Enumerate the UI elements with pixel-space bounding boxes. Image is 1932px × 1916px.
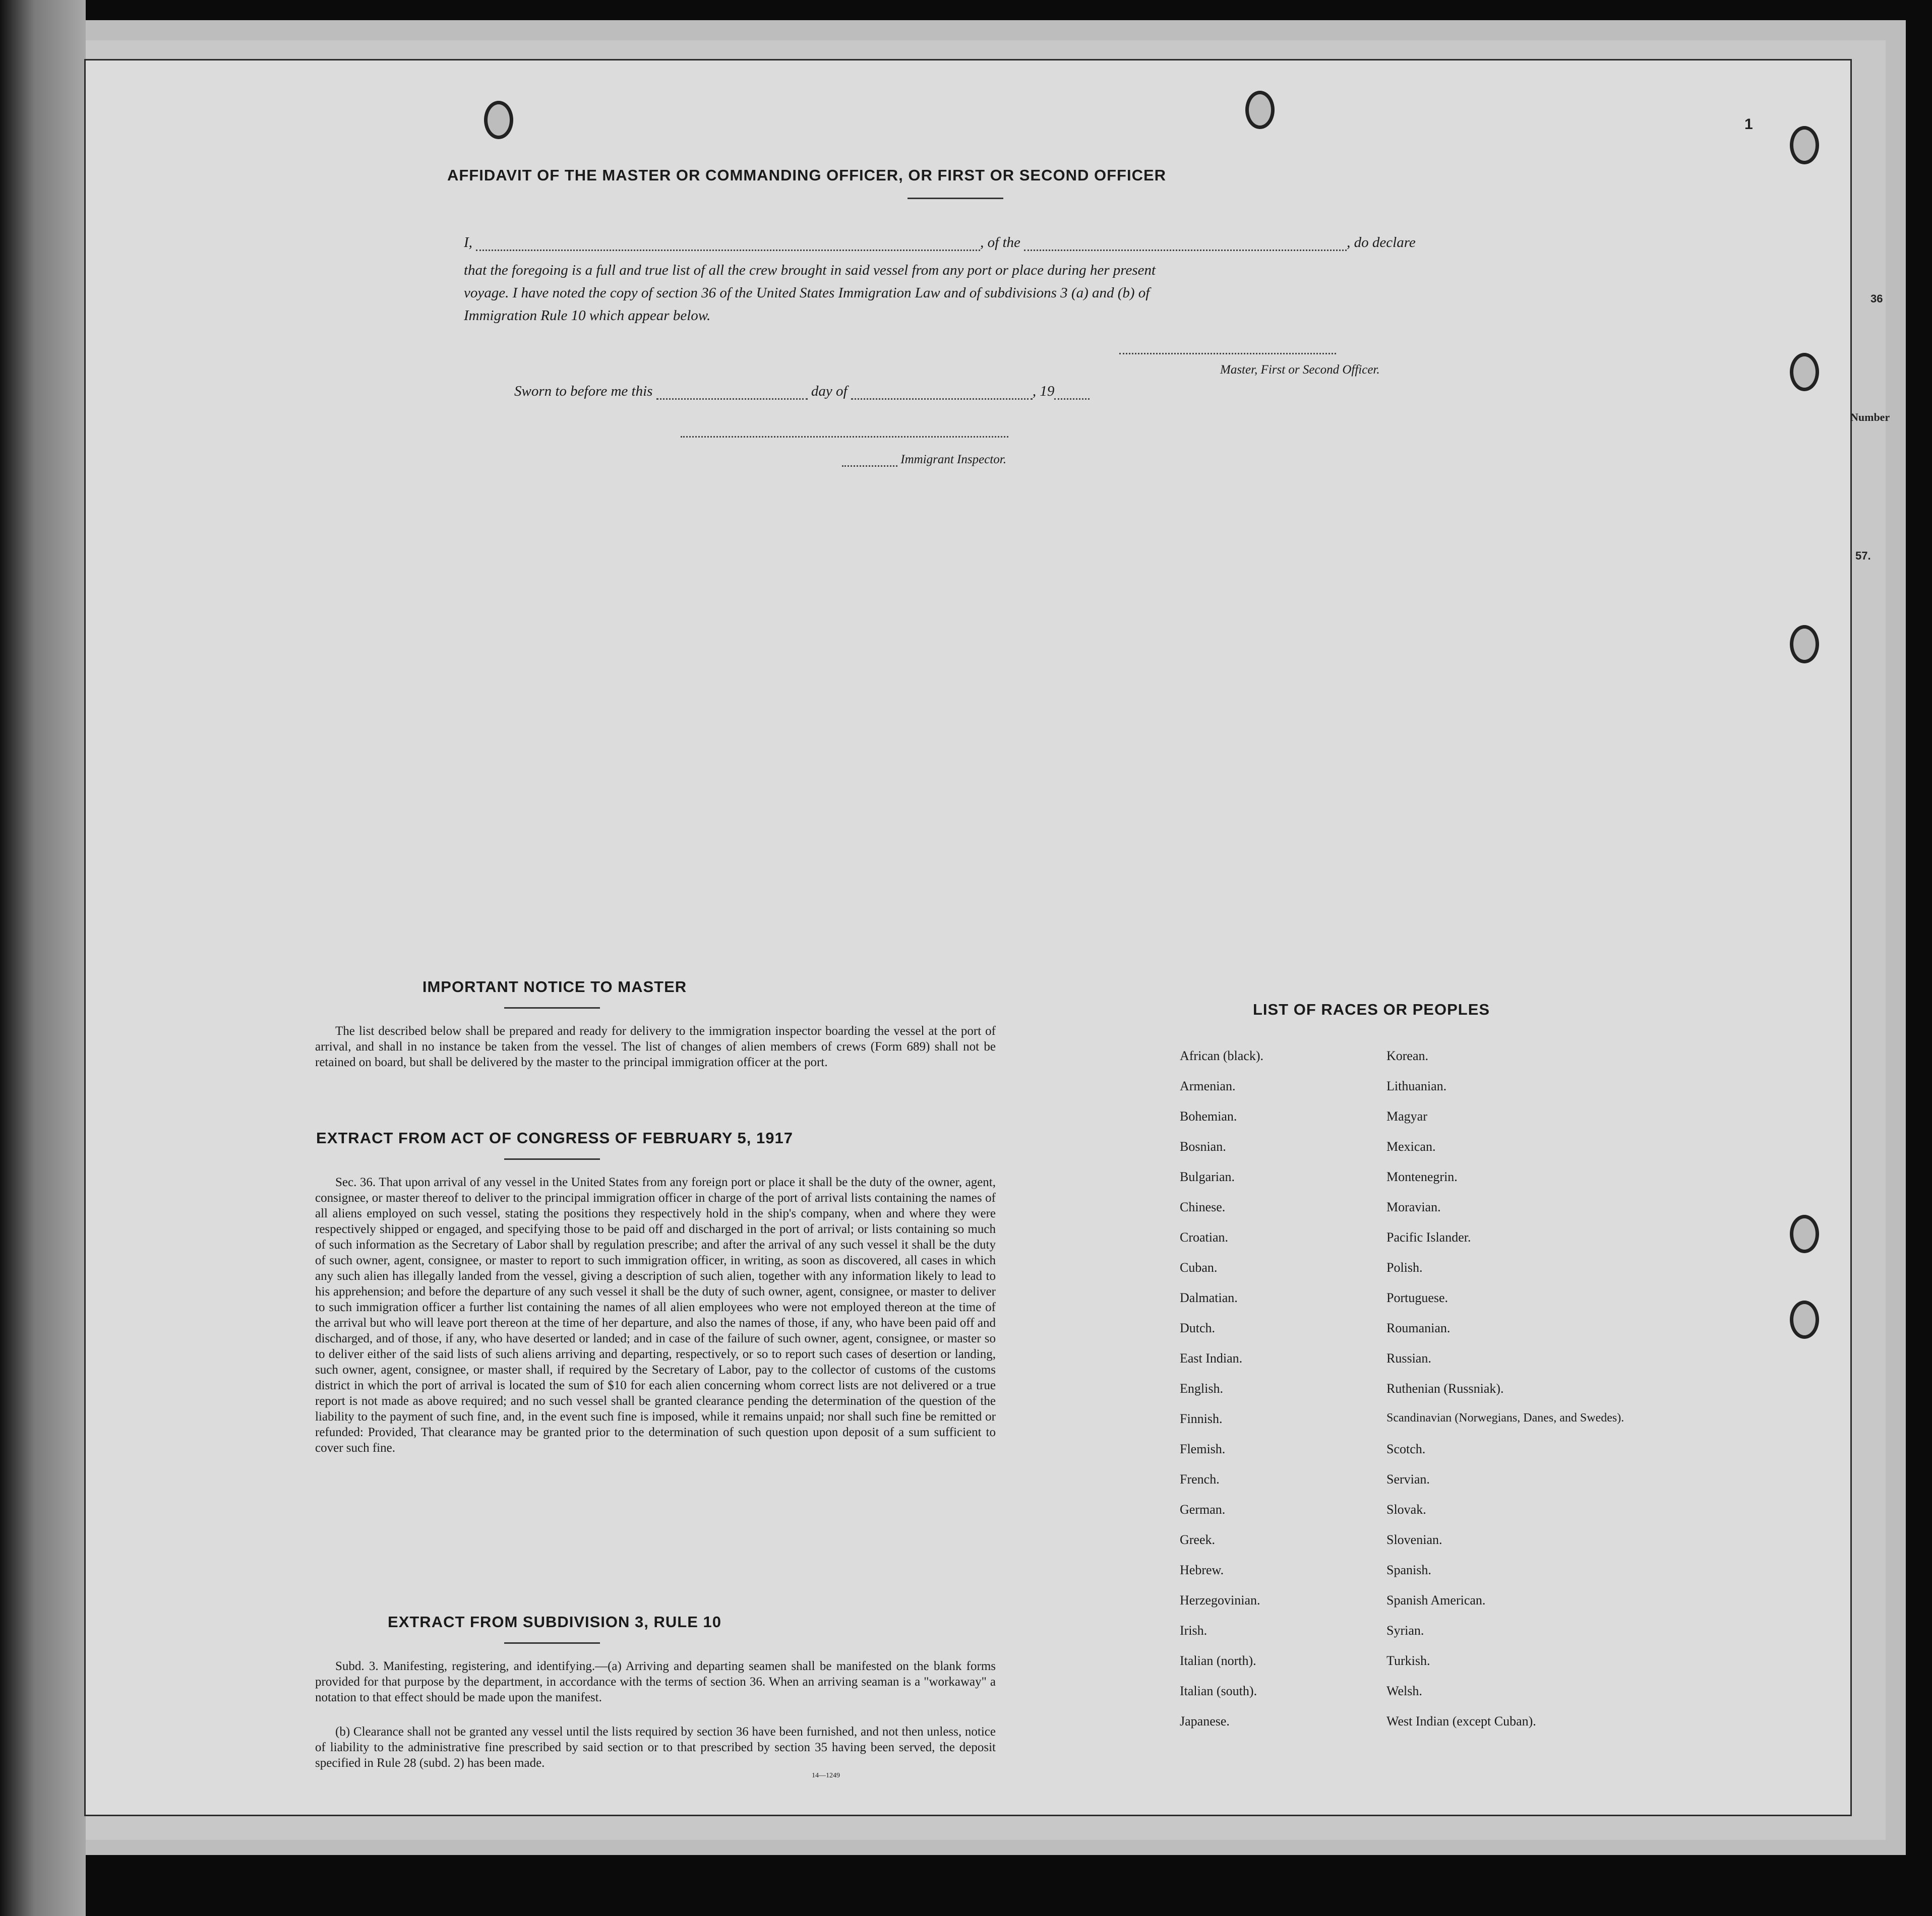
notice-divider [504, 1007, 600, 1009]
race-item: Bulgarian. [1180, 1169, 1235, 1184]
sworn-day-field[interactable] [656, 383, 808, 400]
punch-hole [1790, 353, 1819, 391]
race-item: Welsh. [1386, 1684, 1422, 1698]
race-item: Slovak. [1386, 1502, 1426, 1517]
race-item: Magyar [1386, 1109, 1427, 1124]
race-item: Spanish. [1386, 1563, 1431, 1577]
races-title: LIST OF RACES OR PEOPLES [1252, 1001, 1490, 1018]
sworn-year-field[interactable] [1054, 383, 1090, 400]
punch-hole [1245, 91, 1275, 129]
race-item: English. [1180, 1381, 1223, 1396]
race-item: German. [1180, 1502, 1226, 1517]
extract-act-title: EXTRACT FROM ACT OF CONGRESS OF FEBRUARY 5, 1917 [316, 1129, 793, 1147]
race-item: Slovenian. [1386, 1532, 1442, 1547]
margin-mark-number: Number [1850, 411, 1890, 423]
affidavit-body-line-2: voyage. I have noted the copy of section 36 of the United States Immigration Law and of subdivisions 3 (a) and (b) of [464, 285, 1150, 301]
race-item: Turkish. [1386, 1653, 1430, 1668]
race-item: Moravian. [1386, 1200, 1441, 1214]
race-item: West Indian (except Cuban). [1386, 1714, 1536, 1728]
race-item: Bohemian. [1180, 1109, 1237, 1124]
race-item: Cuban. [1180, 1260, 1218, 1275]
race-item: Flemish. [1180, 1442, 1226, 1456]
race-item: Scandinavian (Norwegians, Danes, and Swedes). [1386, 1411, 1624, 1425]
do-declare-label: , do declare [1347, 234, 1416, 251]
form-number: 14—1249 [812, 1772, 840, 1779]
race-item: Ruthenian (Russniak). [1386, 1381, 1504, 1396]
race-item: Dutch. [1180, 1321, 1216, 1335]
master-signature-line[interactable] [1119, 353, 1336, 354]
of-the-label: , of the [980, 234, 1020, 251]
affidavit-declaration-line [464, 234, 1523, 251]
race-item: Scotch. [1386, 1442, 1426, 1456]
race-item: Irish. [1180, 1623, 1208, 1638]
races-column-1 [1180, 1048, 1371, 1744]
race-item: Montenegrin. [1386, 1169, 1458, 1184]
left-edge-strip [0, 0, 86, 1916]
punch-hole [1790, 126, 1819, 164]
affidavit-body-line-3: Immigration Rule 10 which appear below. [464, 307, 711, 324]
inspector-text: Immigrant Inspector. [900, 453, 1006, 466]
extract-rule-text-b: (b) Clearance shall not be granted any vessel until the lists required by section 36 have been furnished, and not then unless, notice of liability to the administrative fine prescribed by said section or to that prescribed by section 35 having been served, the deposit specified in Rule 28 (subd. 2) has been made. [315, 1725, 996, 1770]
extract-rule-title: EXTRACT FROM SUBDIVISION 3, RULE 10 [388, 1613, 721, 1631]
affidavit-title: AFFIDAVIT OF THE MASTER OR COMMANDING OFFICER, OR FIRST OR SECOND OFFICER [447, 166, 1167, 184]
year-label: , 19 [1032, 383, 1055, 399]
vessel-field[interactable] [1024, 234, 1347, 251]
race-item: Bosnian. [1180, 1139, 1226, 1154]
race-item: Japanese. [1180, 1714, 1230, 1728]
race-item: Herzegovinian. [1180, 1593, 1260, 1608]
extract-rule-divider [504, 1642, 600, 1644]
race-item: Spanish American. [1386, 1593, 1486, 1608]
race-item: Finnish. [1180, 1411, 1223, 1426]
name-field[interactable] [476, 234, 980, 251]
race-item: Dalmatian. [1180, 1290, 1238, 1305]
race-item: Servian. [1386, 1472, 1430, 1487]
sworn-label: Sworn to before me this [514, 383, 653, 399]
race-item: Syrian. [1386, 1623, 1424, 1638]
notice-text: The list described below shall be prepared and ready for delivery to the immigration inspector boarding the vessel at the port of arrival, and shall in no instance be taken from the vessel. The list of changes of alien members of crews (Form 689) shall not be retained on board, but shall be delivered by the master to the principal immigration officer at the port. [315, 1024, 996, 1069]
margin-mark-57: 57. [1855, 549, 1871, 562]
race-item: African (black). [1180, 1048, 1264, 1063]
punch-hole [1790, 1215, 1819, 1253]
form-page [86, 60, 1890, 1815]
punch-hole [1790, 625, 1819, 663]
race-item: Italian (south). [1180, 1684, 1257, 1698]
race-item: Mexican. [1386, 1139, 1436, 1154]
notice-title: IMPORTANT NOTICE TO MASTER [422, 978, 687, 996]
race-item: Croatian. [1180, 1230, 1229, 1245]
race-item: Korean. [1386, 1048, 1429, 1063]
race-item: Polish. [1386, 1260, 1423, 1275]
race-item: Lithuanian. [1386, 1079, 1447, 1093]
extract-act-divider [504, 1158, 600, 1160]
margin-mark-36: 36 [1870, 292, 1883, 305]
race-item: French. [1180, 1472, 1220, 1487]
extract-act-text: Sec. 36. That upon arrival of any vessel in the United States from any foreign port or place it shall be the duty of the owner, agent, consignee, or master thereof to deliver to the principal immigration officer in charge of the port of arrival lists containing the names of all aliens employed on such vessel, stating the positions they respectively hold in the ship's company, when and where they were respectively shipped or engaged, and specifying those to be paid off and discharged in the port of arrival; or lists containing so much of such information as the Secretary of Labor shall by regulation prescribe; and after the arrival of any such vessel it shall be the duty of such owner, agent, consignee, or master to report to such immigration officer, in writing, as soon as discovered, all cases in which any such alien has illegally landed from the vessel, giving a description of such alien, together with any information likely to lead to his apprehension; and before the departure of any such vessel it shall be the duty of such owner, agent, consignee, or master to deliver to such immigration officer a further list containing the names of all alien employees who were not employed thereon at the time of the arrival but who will leave port thereon at the time of her departure, and also the names of those, if any, who have been paid off and discharged, and of those, if any, who have deserted or landed; and in case of the failure of such owner, agent, consignee, or master so to deliver either of the said lists of such aliens arriving and departing, respectively, or so to report such cases of desertion or landing, such owner, agent, consignee, or master shall, if required by the Secretary of Labor, pay to the collector of customs of the customs district in which the port of arrival is located the sum of $10 for each alien concerning whom correct lists are not delivered or a true report is not made as above required; and no such vessel shall be granted clearance pending the determination of the question of the liability to the payment of such fine, and, in the event such fine is imposed, while it remains unpaid; nor shall such fine be remitted or refunded: Provided, That clearance may be granted prior to the determination of such question upon deposit of a sum sufficient to cover such fine. [315, 1176, 996, 1455]
inspector-signature-line[interactable] [681, 436, 1008, 438]
race-item: Russian. [1386, 1351, 1431, 1366]
race-item: East Indian. [1180, 1351, 1243, 1366]
page-number: 1 [1744, 116, 1753, 133]
inspector-dots [842, 454, 897, 467]
extract-rule-text-a: Subd. 3. Manifesting, registering, and identifying.—(a) Arriving and departing seamen shall be manifested on the blank forms provided for that purpose by the department, in accordance with the terms of section 36. When an arriving seaman is a "workaway" a notation to that effect should be made upon the manifest. [315, 1659, 996, 1704]
punch-hole [484, 101, 513, 139]
affidavit-body-line-1: that the foregoing is a full and true list of all the crew brought in said vessel from any port or place during her present [464, 262, 1156, 278]
race-item: Chinese. [1180, 1200, 1226, 1214]
race-item: Portuguese. [1386, 1290, 1448, 1305]
day-of-label: day of [811, 383, 848, 399]
sworn-line [514, 383, 1271, 400]
punch-hole [1790, 1301, 1819, 1339]
race-item: Roumanian. [1386, 1321, 1451, 1335]
race-item: Italian (north). [1180, 1653, 1256, 1668]
title-divider [908, 198, 1003, 199]
race-item: Greek. [1180, 1532, 1216, 1547]
race-item: Hebrew. [1180, 1563, 1224, 1577]
i-label: I, [464, 234, 472, 251]
master-signature-label: Master, First or Second Officer. [1220, 363, 1380, 377]
race-item: Armenian. [1180, 1079, 1236, 1093]
race-item: Pacific Islander. [1386, 1230, 1471, 1245]
sworn-month-field[interactable] [851, 383, 1033, 400]
races-column-2 [1386, 1048, 1649, 1744]
inspector-label [842, 453, 1006, 467]
